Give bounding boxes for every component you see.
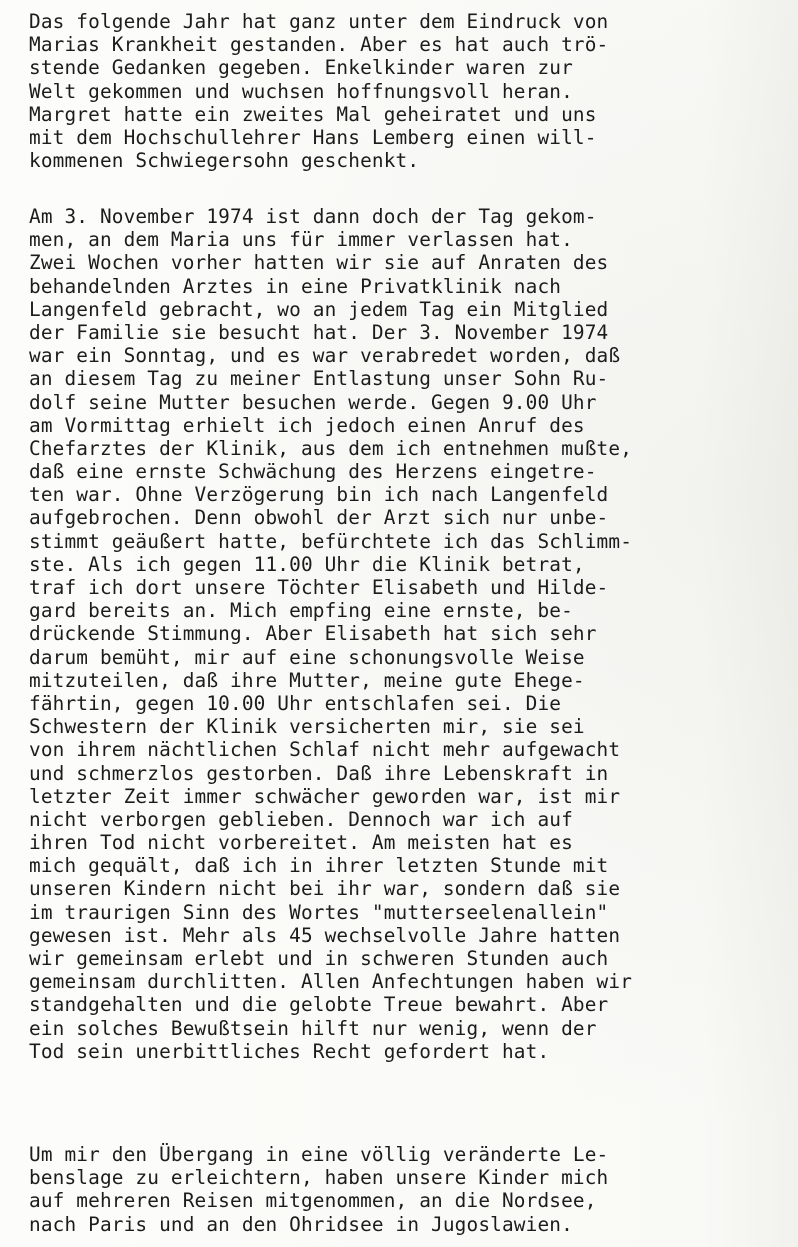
text-line: standgehalten und die gelobte Treue bewahrt. Aber	[29, 993, 609, 1017]
text-line: Welt gekommen und wuchsen hoffnungsvoll heran.	[29, 79, 573, 103]
text-line: Am 3. November 1974 ist dann doch der Tag gekom-	[29, 205, 597, 228]
text-line: behandelnden Arztes in eine Privatklinik nach	[29, 274, 562, 298]
text-line: aufgebrochen. Denn obwohl der Arzt sich nur unbe-	[29, 506, 609, 530]
text-line: ihren Tod nicht vorbereitet. Am meisten hat es	[29, 831, 573, 855]
text-line: Chefarztes der Klinik, aus dem ich entnehmen mußte,	[29, 436, 633, 460]
text-line: stende Gedanken gegeben. Enkelkinder waren zur	[29, 56, 573, 80]
text-line: darum bemüht, mir auf eine schonungsvolle Weise	[29, 645, 585, 669]
text-line: gemeinsam durchlitten. Allen Anfechtungen haben wir	[29, 970, 633, 994]
text-line: mich gequält, daß ich in ihrer letzten Stunde mit	[29, 854, 609, 878]
text-line: war ein Sonntag, und es war verabredet worden, daß	[29, 344, 621, 368]
text-line: letzter Zeit immer schwächer geworden war, ist mir	[29, 784, 621, 808]
text-line: ten war. Ohne Verzögerung bin ich nach Langenfeld	[29, 483, 609, 507]
text-line: der Familie sie besucht hat. Der 3. November 1974	[29, 320, 609, 344]
text-line: stimmt geäußert hatte, befürchtete ich das Schlimm-	[29, 529, 633, 553]
text-line: wir gemeinsam erlebt und in schweren Stunden auch	[29, 947, 609, 970]
text-line: drückende Stimmung. Aber Elisabeth hat sich sehr	[29, 622, 597, 646]
text-line: im traurigen Sinn des Wortes "mutterseelenallein"	[29, 900, 609, 924]
text-line: ein solches Bewußtsein hilft nur wenig, wenn der	[29, 1016, 597, 1040]
text-line: am Vormittag erhielt ich jedoch einen Anruf des	[29, 413, 585, 437]
text-line: Langenfeld gebracht, wo an jedem Tag ein Mitglied	[29, 297, 609, 321]
text-line: men, an dem Maria uns für immer verlassen hat.	[29, 228, 573, 252]
text-line: Margret hatte ein zweites Mal geheiratet und uns	[29, 102, 597, 126]
text-line: an diesem Tag zu meiner Entlastung unser Sohn Ru-	[29, 367, 609, 391]
text-line: daß eine ernste Schwächung des Herzens eingetre-	[29, 460, 597, 484]
text-line: und schmerzlos gestorben. Daß ihre Lebenskraft in	[29, 761, 609, 785]
text-line: mit dem Hochschullehrer Hans Lemberg einen will-	[29, 125, 597, 149]
text-line: Zwei Wochen vorher hatten wir sie auf Anraten des	[29, 251, 609, 275]
text-line: von ihrem nächtlichen Schlaf nicht mehr aufgewacht	[29, 738, 621, 762]
text-line: unseren Kindern nicht bei ihr war, sondern daß sie	[29, 877, 621, 901]
text-line: kommenen Schwiegersohn geschenkt.	[29, 149, 420, 173]
text-line: fährtin, gegen 10.00 Uhr entschlafen sei. Die	[29, 691, 562, 715]
text-line: ste. Als ich gegen 11.00 Uhr die Klinik betrat,	[29, 552, 585, 576]
text-line: Das folgende Jahr hat ganz unter dem Eindruck von	[29, 10, 609, 33]
paragraph-1	[29, 10, 789, 172]
text-line: benslage zu erleichtern, haben unsere Kinder mich	[29, 1166, 609, 1190]
paragraph-3	[29, 1143, 789, 1236]
text-line: mitzuteilen, daß ihre Mutter, meine gute Ehege-	[29, 668, 585, 692]
text-line: traf ich dort unsere Töchter Elisabeth und Hilde-	[29, 576, 609, 599]
text-line: nach Paris und an den Ohridsee in Jugoslawien.	[29, 1212, 573, 1236]
text-line: gewesen ist. Mehr als 45 wechselvolle Jahre hatten	[29, 923, 621, 947]
paragraph-2	[29, 205, 789, 1063]
text-line: gard bereits an. Mich empfing eine ernste, be-	[29, 599, 573, 623]
text-line: auf mehreren Reisen mitgenommen, an die Nordsee,	[29, 1189, 597, 1213]
text-line: Um mir den Übergang in eine völlig veränderte Le-	[29, 1143, 609, 1166]
text-line: nicht verborgen geblieben. Dennoch war ich auf	[29, 807, 573, 831]
text-line: Marias Krankheit gestanden. Aber es hat auch trö-	[29, 33, 609, 57]
text-line: Schwestern der Klinik versicherten mir, sie sei	[29, 715, 585, 739]
text-line: Tod sein unerbittliches Recht gefordert hat.	[29, 1039, 550, 1063]
text-line: dolf seine Mutter besuchen werde. Gegen 9.00 Uhr	[29, 390, 597, 414]
